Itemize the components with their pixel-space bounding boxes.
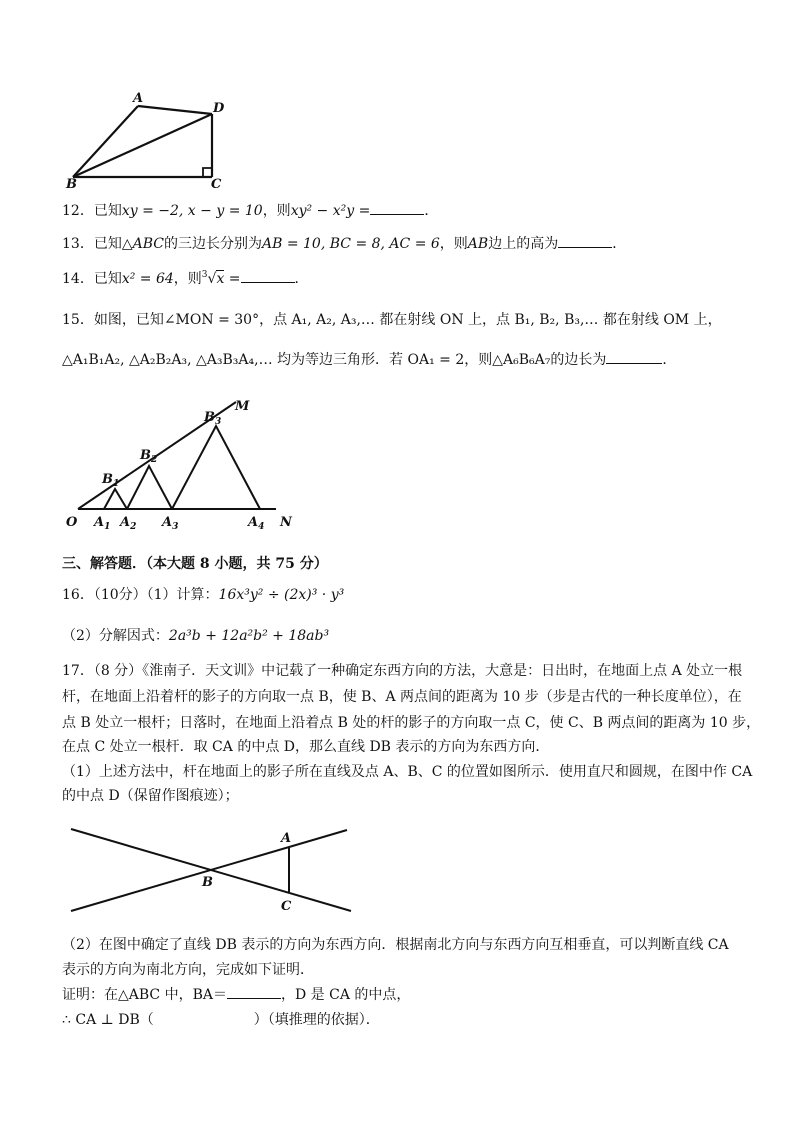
q14-text-a: 已知 [93, 271, 122, 287]
q12-text-b: ，则 [262, 203, 291, 219]
triangle-a1-b1-a2 [104, 489, 127, 509]
label-b: B [202, 875, 213, 890]
q15-end: ． [662, 352, 677, 368]
segment-bd [73, 114, 212, 177]
q17-proof-line-1 [62, 985, 410, 1005]
q14-end: ． [294, 271, 309, 287]
q13-text-c: ，则 [439, 236, 468, 252]
segment-ab [73, 106, 138, 177]
q13-number: 13． [62, 236, 94, 252]
q12-text-a: 已知 [93, 203, 122, 219]
label-c: C [211, 177, 222, 192]
q15-number: 15． [62, 312, 94, 328]
q15-text-1: 如图，已知∠MON = 30°，点 A₁, A₂, A₃,… 都在射线 ON 上，点 B₁, B₂, B₃,… 都在射线 OM 上， [93, 312, 722, 328]
label-a: A [281, 831, 292, 846]
q15-text-2: △A₁B₁A₂, △A₂B₂A₃, △A₃B₃A₄,… 均为等边三角形．若 OA₁ = 2，则△A₆B₆A₇的边长为 [62, 352, 607, 368]
segment-ad [138, 106, 212, 114]
q17-line-1: 17．（8 分）《淮南子．天文训》中记载了一种确定东西方向的方法，大意是：日出时，在地面上点 A 处立一根 [62, 663, 743, 679]
question-12 [62, 201, 438, 221]
q17-line-2: 杆，在地面上沿着杆的影子的方向取一点 B，使 B、A 两点间的距离为 10 步（步是古代的一种长度单位），在 [62, 689, 742, 705]
question-15-line-2 [62, 350, 676, 370]
question-16-part-1 [62, 585, 344, 605]
q12-expression: xy² − x²y = [290, 203, 371, 219]
q14-text-b: ，则 [173, 271, 202, 287]
label-d: D [213, 101, 225, 116]
q13-answer-blank[interactable] [558, 234, 612, 248]
q14-condition: x² = 64 [121, 271, 174, 287]
q12-condition: xy = −2, x − y = 10 [121, 203, 263, 219]
q17-part-2-line-2: 表示的方向为南北方向，完成如下证明． [62, 962, 314, 978]
root-index: 3 [201, 270, 208, 280]
label-a: A [133, 91, 144, 106]
q13-text-d: 边上的高为 [488, 236, 559, 252]
q13-text-a: 已知△ [93, 236, 133, 252]
q17-proof-line-2 [62, 1010, 380, 1030]
q17-part-2-line-1: （2）在图中确定了直线 DB 表示的方向为东西方向．根据南北方向与东西方向互相垂直，可以判断直线 CA [62, 937, 729, 953]
label-b1: $B_1$ [102, 472, 120, 489]
q17-line-3: 点 B 处立一根杆；日落时，在地面上沿着点 B 处的杆的影子的方向取一点 C，使 C、B 两点间的距离为 10 步， [62, 715, 761, 731]
q13-side-ab: AB [467, 236, 489, 252]
label-c: C [281, 899, 292, 914]
q13-end: ． [612, 236, 627, 252]
proof-2-text-b: ）（填推理的依据）． [253, 1012, 380, 1028]
q17-part-1-line-1: （1）上述方法中，杆在地面上的影子所在直线及点 A、B、C 的位置如图所示．使用直尺和圆规，在图中作 CA [62, 764, 753, 780]
question-16-part-2 [62, 626, 329, 646]
q16-p1-expression: 16x³y² ÷ (2x)³ · y³ [218, 587, 345, 603]
root-sign: √ [207, 271, 217, 287]
label-a3: $A_3$ [162, 515, 179, 532]
section-3-heading: 三、解答题．（本大题 8 小题，共 75 分） [62, 556, 328, 572]
q12-end: ． [424, 203, 439, 219]
label-a1: $A_1$ [94, 515, 111, 532]
q13-side-lengths: AB = 10, BC = 8, AC = 6 [261, 236, 440, 252]
q16-p2-expression: 2a³b + 12a²b² + 18ab³ [168, 628, 330, 644]
proof-1-text-b: ，D 是 CA 的中点， [281, 987, 411, 1003]
q14-answer-blank[interactable] [241, 269, 295, 283]
root-radicand: x [216, 271, 225, 287]
label-n: N [280, 515, 292, 530]
q13-triangle-name: ABC [132, 236, 164, 252]
label-a4: $A_4$ [248, 515, 265, 532]
question-15-line-1 [62, 310, 722, 330]
label-b: B [66, 177, 77, 192]
label-b3: $B_3$ [204, 410, 222, 427]
right-angle-mark [203, 168, 212, 177]
q15-answer-blank[interactable] [606, 350, 662, 364]
q12-number: 12． [62, 203, 94, 219]
figure-quadrilateral-abcd [60, 88, 240, 194]
proof-2-text-a: ∴ CA ⊥ DB（ [62, 1012, 154, 1028]
q13-text-b: 的三边长分别为 [163, 236, 262, 252]
q12-answer-blank[interactable] [370, 201, 424, 215]
label-m: M [235, 399, 250, 414]
q14-equals: = [224, 271, 241, 287]
figure-equilateral-triangles [60, 392, 310, 534]
triangle-a3-b3-a4 [172, 426, 260, 509]
figure-shadow-lines [60, 818, 360, 922]
label-a2: $A_2$ [120, 515, 137, 532]
question-14 [62, 269, 309, 289]
label-b2: $B_2$ [140, 448, 158, 465]
q16-p1-label: 16．（10分）（1）计算： [62, 587, 219, 603]
proof-1-text-a: 证明：在△ABC 中，BA＝ [62, 987, 227, 1003]
q14-number: 14． [62, 271, 94, 287]
question-13 [62, 234, 626, 254]
q16-p2-label: （2）分解因式： [62, 628, 169, 644]
proof-ba-blank[interactable] [227, 985, 281, 999]
cube-root-expression [202, 271, 225, 287]
label-o: O [66, 515, 78, 530]
q17-line-4: 在点 C 处立一根杆．取 CA 的中点 D，那么直线 DB 表示的方向为东西方向． [62, 739, 550, 755]
q17-part-1-line-2: 的中点 D（保留作图痕迹）； [62, 788, 239, 804]
